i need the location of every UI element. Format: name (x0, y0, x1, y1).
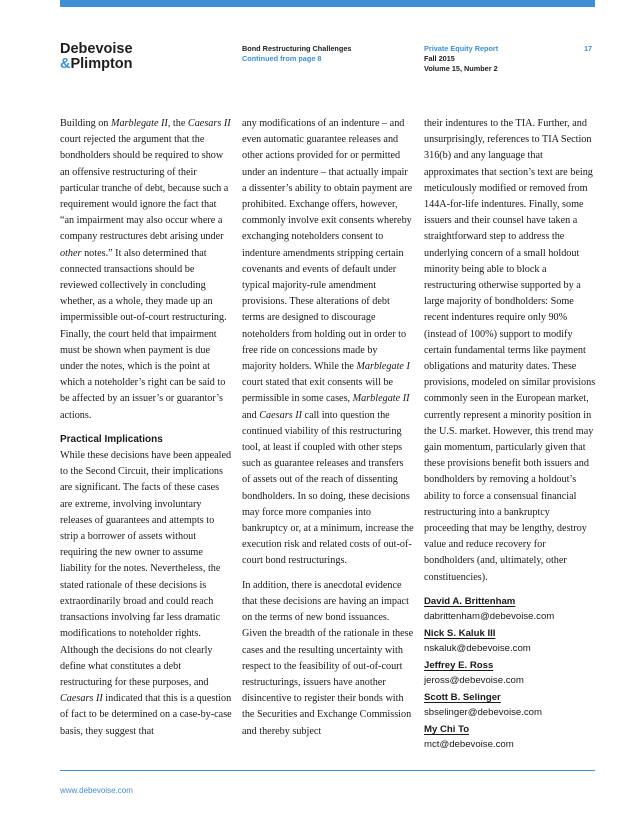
italic-case-name: other (60, 247, 82, 259)
italic-case-name: Caesars II (60, 693, 103, 705)
contact-name-link[interactable]: My Chi To (424, 723, 470, 735)
footer-divider (60, 770, 595, 771)
paragraph: their indentures to the TIA. Further, and unsurprisingly, references to TIA Section 316(b) and any language that approximates that section’s text are being meticulously modified or removed from 144A-for-life indentures. Finally, some issuers and their counsel have taken a straightforward step to address the underlying concern of a small holdout minority being able to block a restructuring otherwise supported by a large majority of bondholders: Some recent indentures require only 90% (instead of 100%) support to modify certain fundamental terms like payment obligations and maturity dates. These provisions, modeled on similar provisions commonly seen in the European market, currently represent a minority position in the U.S. market. However, this trend may gain momentum, particularly given that these provisions benefit both issuers and bondholders by removing a holdout’s ability to force a consensual financial restructuring into a bankruptcy proceeding that may be lengthy, destroy value and reduce recovery for bondholders (and, ultimately, other constituencies). (424, 118, 596, 583)
contact-name-link[interactable]: Scott B. Selinger (424, 691, 501, 703)
paragraph: While these decisions have been appealed to the Second Circuit, their implications are significant. The facts of these cases are extreme, involving involuntary releases of guarantees and attempts to strip a borrower of assets without requiring the new owner to assume liability for the notes. Nevertheless, the stated rationale of these decisions is extraordinarily broad and could reach transactions involving far less dramatic modifications to noteholder rights. Although the decisions do not clearly define what constitutes a debt restructuring for these purposes, and Caesars II indicated that this is a question of fact to be determined on a case-by-case basis, they suggest that (60, 450, 232, 737)
contact-item (424, 690, 596, 720)
italic-case-name: Marblegate I (356, 361, 410, 373)
contact-email: nskaluk@debevoise.com (424, 642, 531, 654)
publication-name: Private Equity Report (424, 44, 499, 53)
issue-volume: Volume 15, Number 2 (424, 64, 498, 73)
text-column-3 (424, 116, 596, 754)
issue-season: Fall 2015 (424, 54, 455, 63)
contact-email: jeross@debevoise.com (424, 674, 524, 686)
logo-line2-text: Plimpton (70, 56, 133, 72)
italic-case-name: Caesars II (187, 118, 231, 129)
logo-line2 (60, 57, 133, 72)
contact-email: mct@debevoise.com (424, 738, 514, 750)
contact-email: sbselinger@debevoise.com (424, 706, 542, 718)
italic-case-name: Caesars II (259, 409, 302, 421)
italic-case-name: Marblegate II (352, 393, 410, 405)
section-heading: Practical Implications (60, 433, 163, 445)
text-column-2 (242, 116, 414, 740)
paragraph: any modifications of an indenture – and even automatic guarantee releases and other actions provided for or permitted under an indenture – that actually impair a dissenter’s ability to obtain payment are prohibited. Exchange offers, however, commonly involve exit consents whereby exchanging noteholders consent to indenture amendments stripping certain covenants and events of default under typical majority-rule amendment provisions. These alterations of debt terms are designed to discourage noteholders from holding out in order to free ride on concessions made by majority holders. While the Marblegate I court stated that exit consents will be permissible in some cases, Marblegate II and Caesars II call into question the continued viability of this restructuring tool, at least if coupled with other steps such as guarantee releases and transfers of assets out of the reach of dissenting bondholders. In so doing, these decisions may force more companies into bankruptcy or, at a minimum, increase the execution risk and related costs of out-of-court bond restructurings. (242, 118, 414, 567)
paragraph: Building on Marblegate II, the Caesars II court rejected the argument that the bondholders should be required to show an offensive restructuring of their particular tranche of debt, because such a requirement would ignore the fact that “an impairment may also occur where a company restructures debt arising under other notes.” It also determined that connected transactions should be reviewed collectively in concluding whether, as a whole, they made up an impermissible out-of-court restructuring. Finally, the court held that impairment must be shown when payment is due under the notes, which is the point at which a noteholder’s right can be said to be affected by an issuer’s or guarantor’s actions. (60, 118, 231, 421)
article-title: Bond Restructuring Challenges (242, 44, 352, 53)
text-column-1 (60, 116, 232, 740)
page-number: 17 (584, 44, 593, 53)
paragraph: In addition, there is anecdotal evidence that these decisions are having an impact on the terms of new bond issuances. Given the breadth of the rationale in these cases and the resulting uncertainty with respect to the feasibility of out-of-court restructurings, issuers have another disincentive to register their bonds with the Securities and Exchange Commission and thereby subject (242, 579, 414, 737)
contact-name-link[interactable]: David A. Brittenham (424, 595, 516, 607)
firm-logo[interactable] (60, 42, 133, 72)
contact-item (424, 722, 596, 752)
logo-ampersand: & (60, 56, 71, 72)
contact-item (424, 626, 596, 656)
italic-case-name: Marblegate II (110, 118, 168, 129)
logo-line1: Debevoise (60, 41, 133, 57)
contact-item (424, 594, 596, 624)
footer-url-link[interactable]: www.debevoise.com (60, 786, 133, 795)
contact-name-link[interactable]: Nick S. Kaluk III (424, 627, 496, 639)
contact-name-link[interactable]: Jeffrey E. Ross (424, 659, 494, 671)
continued-link[interactable]: Continued from page 8 (242, 54, 322, 63)
contact-item (424, 658, 596, 688)
header-article (242, 44, 351, 64)
header-publication (424, 44, 498, 74)
top-accent-bar (60, 0, 595, 7)
contact-email: dabrittenham@debevoise.com (424, 610, 555, 622)
contact-list (424, 594, 596, 752)
